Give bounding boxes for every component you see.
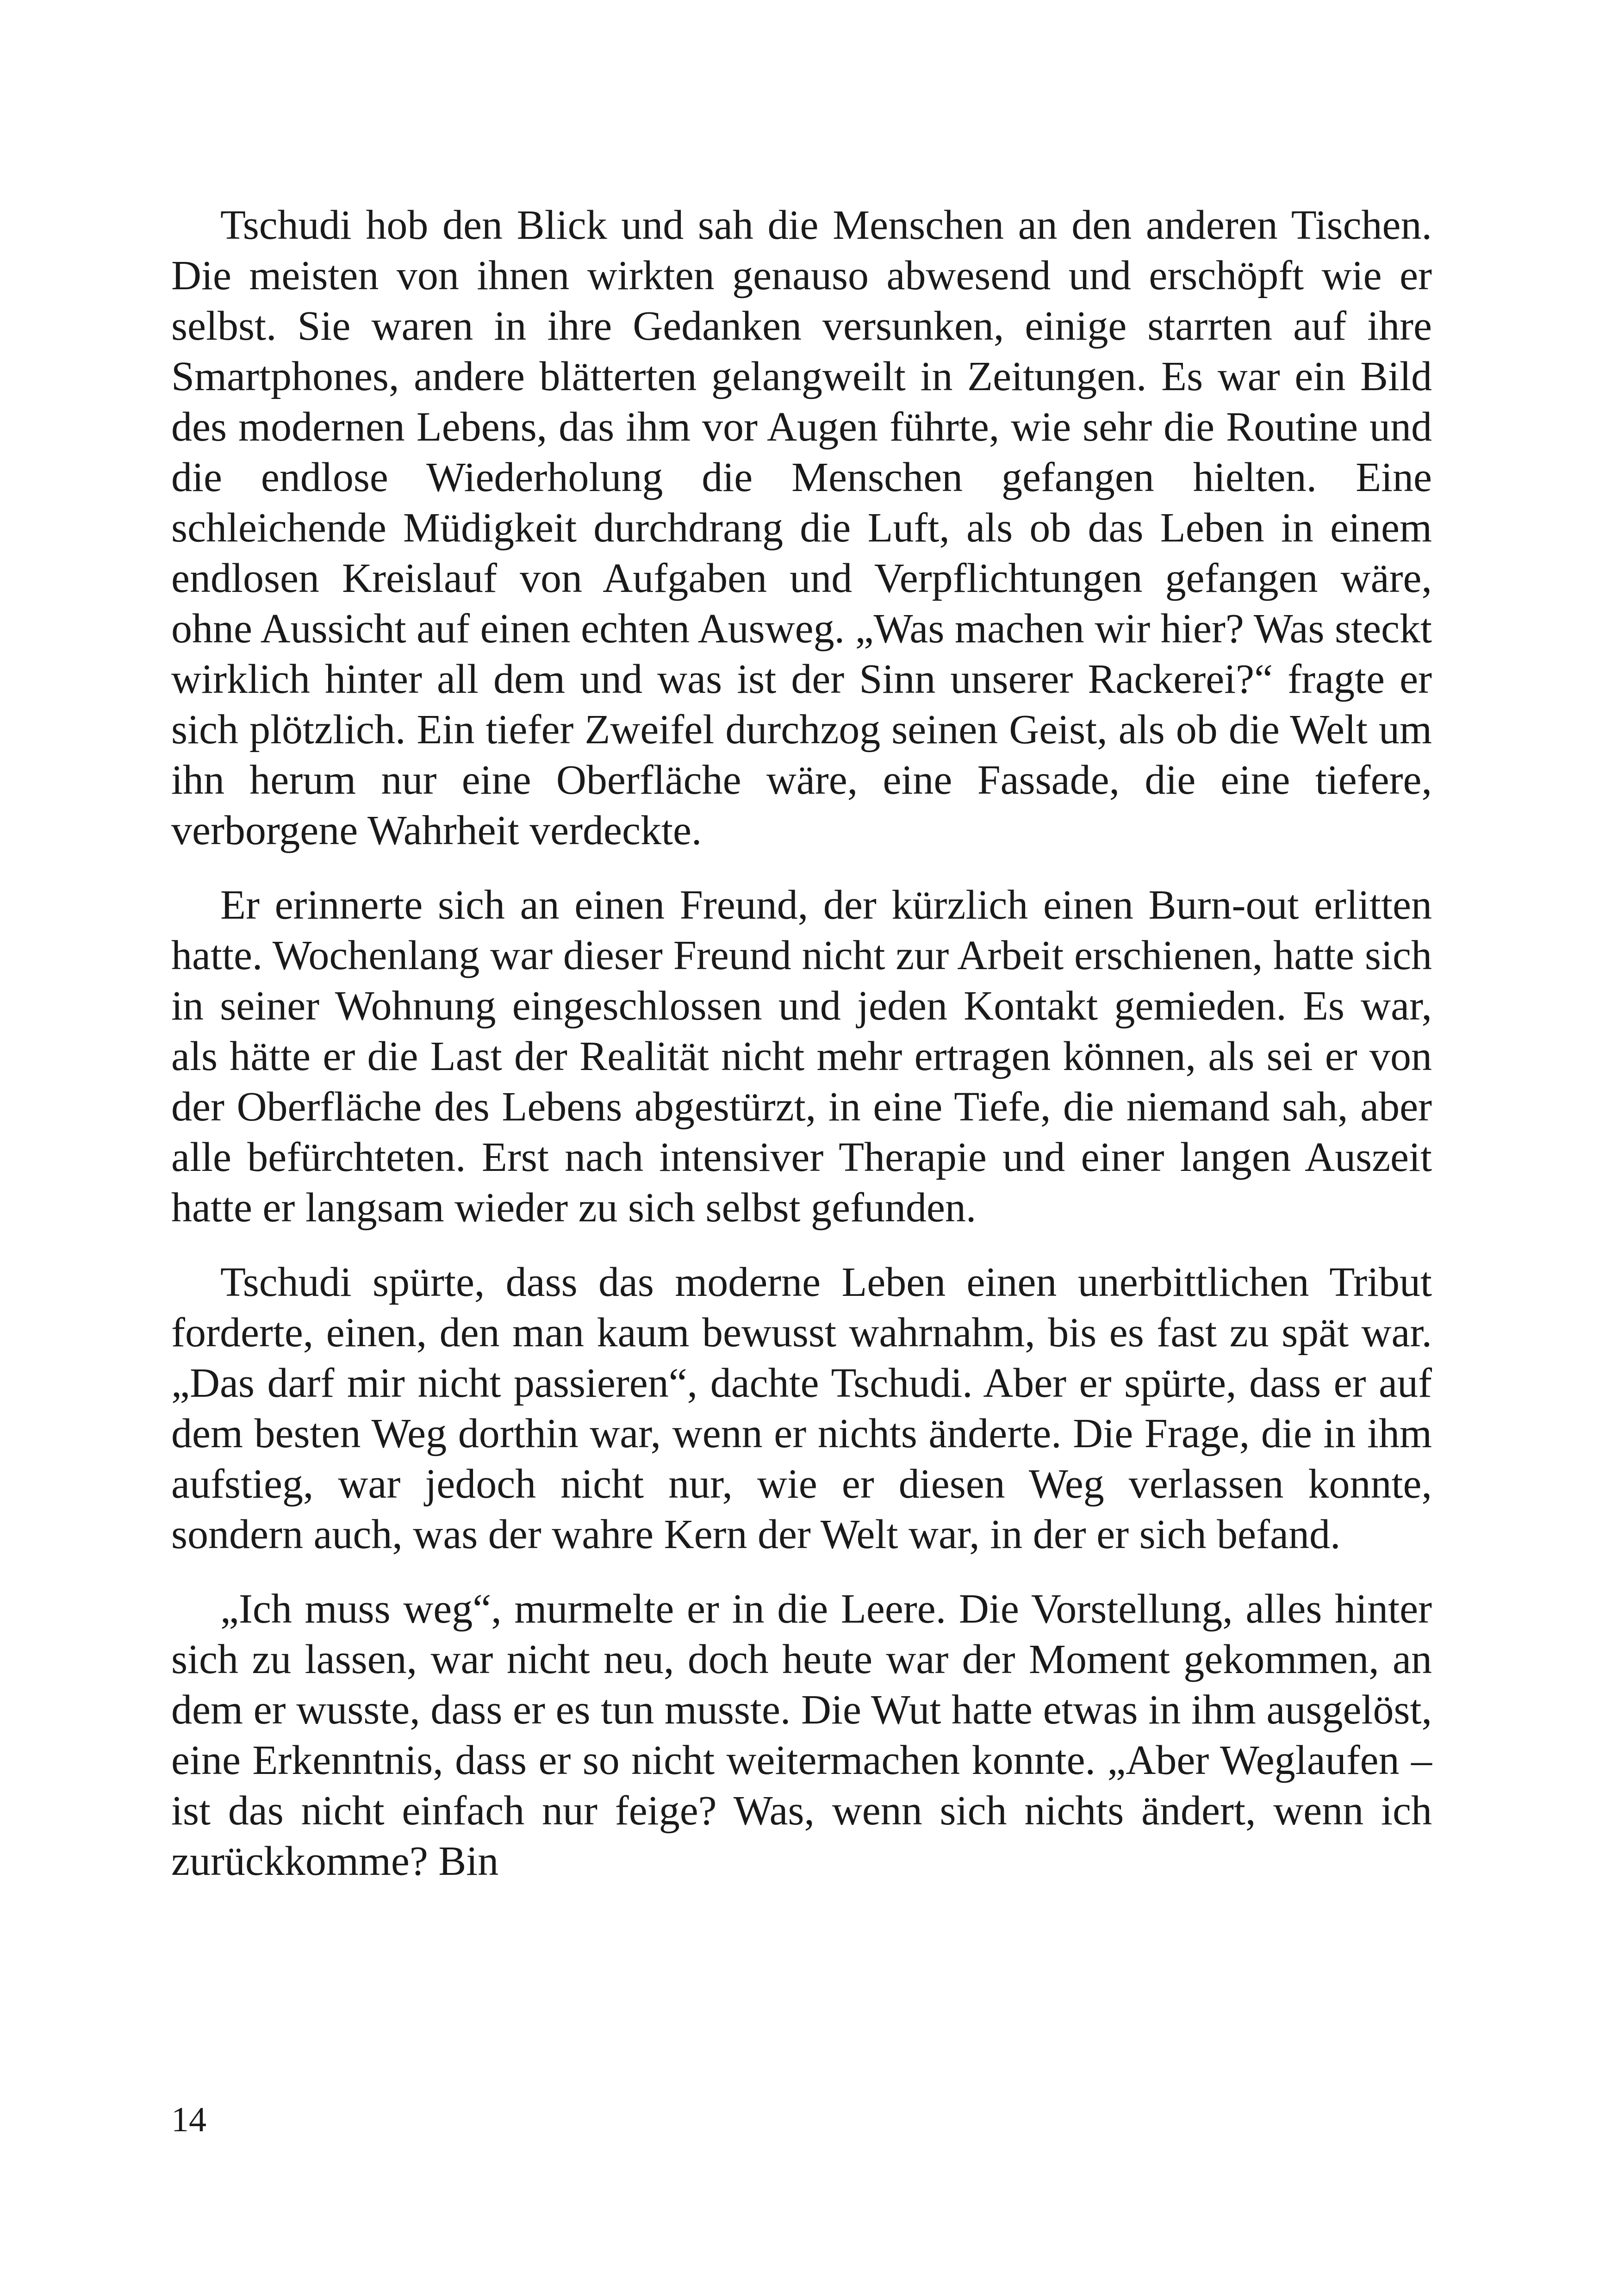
body-text: [171, 200, 1432, 1886]
paragraph-1: Tschudi hob den Blick und sah die Menschen an den anderen Tischen. Die meisten von ihnen wirkten genauso abwesend und erschöpft wie er selbst. Sie waren in ihre Gedanken versunken, einige starrten auf ihre Smartphones, andere blätterten gelangweilt in Zeitungen. Es war ein Bild des modernen Lebens, das ihm vor Augen führte, wie sehr die Routine und die endlose Wiederholung die Menschen gefangen hielten. Eine schleichende Müdigkeit durchdrang die Luft, als ob das Leben in einem endlosen Kreislauf von Aufgaben und Verpflichtungen gefangen wäre, ohne Aussicht auf einen echten Ausweg. „Was machen wir hier? Was steckt wirklich hinter all dem und was ist der Sinn unserer Rackerei?“ fragte er sich plötzlich. Ein tiefer Zweifel durchzog seinen Geist, als ob die Welt um ihn herum nur eine Oberfläche wäre, eine Fassade, die eine tiefere, verborgene Wahrheit verdeckte.: [171, 202, 1432, 853]
paragraph-2: Er erinnerte sich an einen Freund, der kürzlich einen Burn-out erlitten hatte. Wochenlang war dieser Freund nicht zur Arbeit erschienen, hatte sich in seiner Wohnung eingeschlossen und jeden Kontakt gemieden. Es war, als hätte er die Last der Realität nicht mehr ertragen können, als sei er von der Oberfläche des Lebens abgestürzt, in eine Tiefe, die niemand sah, aber alle befürchteten. Erst nach intensiver Therapie und einer langen Auszeit hatte er langsam wieder zu sich selbst gefunden.: [171, 882, 1432, 1231]
page-number: 14: [171, 2100, 206, 2139]
paragraph-3: Tschudi spürte, dass das moderne Leben einen unerbittlichen Tribut forderte, einen, den man kaum bewusst wahrnahm, bis es fast zu spät war. „Das darf mir nicht passieren“, dachte Tschudi. Aber er spürte, dass er auf dem besten Weg dorthin war, wenn er nichts änderte. Die Frage, die in ihm aufstieg, war jedoch nicht nur, wie er diesen Weg verlassen konnte, sondern auch, was der wahre Kern der Welt war, in der er sich befand.: [171, 1259, 1432, 1557]
paragraph-4: „Ich muss weg“, murmelte er in die Leere. Die Vorstellung, alles hinter sich zu lassen, war nicht neu, doch heute war der Moment gekommen, an dem er wusste, dass er es tun musste. Die Wut hatte etwas in ihm ausgelöst, eine Erkenntnis, dass er so nicht weitermachen konnte. „Aber Weglaufen – ist das nicht einfach nur feige? Was, wenn sich nichts ändert, wenn ich zurückkomme? Bin: [171, 1586, 1432, 1884]
